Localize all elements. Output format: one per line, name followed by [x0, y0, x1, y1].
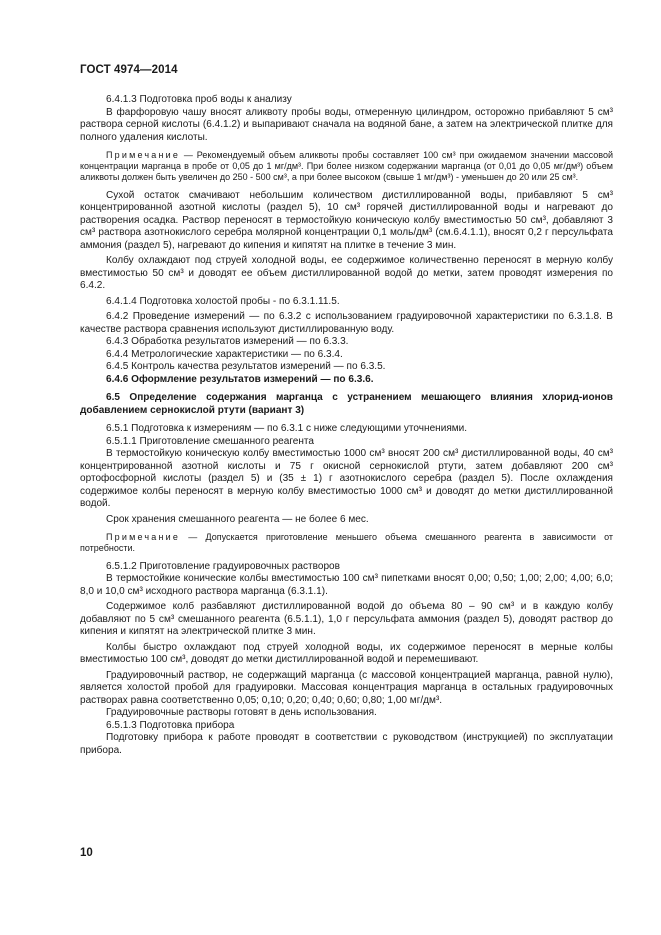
paragraph: В фарфоровую чашу вносят аликвоту пробы воды, отмеренную цилиндром, осторожно прибавляют 5 см³ раствора серной кислоты (6.4.1.2) и выпаривают сначала на водяной бане, а затем на электрической плитке для полного удаления кислоты.: [80, 106, 613, 143]
section-heading-6-5-1-3: 6.5.1.3 Подготовка прибора: [106, 719, 235, 731]
paragraph: Подготовку прибора к работе проводят в соответствии с руководством (инструкцией) по эксплуатации прибора.: [80, 732, 613, 756]
document-body: [80, 94, 613, 757]
section-heading-6-4-1-3: 6.4.1.3 Подготовка проб воды к анализу: [106, 94, 292, 105]
paragraph: Колбу охлаждают под струей холодной воды, ее содержимое количественно переносят в мерную колбу вместимостью 50 см³ и доводят ее объем дистиллированной водой до метки, затем проводят измерения по 6.4.2.: [80, 255, 613, 292]
paragraph: В термостойкие конические колбы вместимостью 100 см³ пипетками вносят 0,00; 0,50; 1,00; 2,00; 4,00; 6,0; 8,0 и 10,0 см³ исходного раствора марганца (6.3.1.1).: [80, 573, 613, 597]
section-heading-6-4-6: 6.4.6 Оформление результатов измерений — по 6.3.6.: [106, 373, 374, 385]
section-heading-6-4-4: 6.4.4 Метрологические характеристики — по 6.3.4.: [106, 348, 343, 360]
note-label: Примечание: [106, 532, 181, 543]
section-heading-6-5-1-1: 6.5.1.1 Приготовление смешанного реагента: [106, 435, 315, 447]
note: [80, 150, 613, 184]
note: [80, 532, 613, 554]
section-heading-6-4-3: 6.4.3 Обработка результатов измерений — по 6.3.3.: [106, 336, 349, 348]
paragraph: Градуировочные растворы готовят в день использования.: [106, 707, 377, 719]
note-label: Примечание: [106, 150, 181, 160]
note-text: — Допускается приготовление меньшего объема смешанного реагента в зависимости от потребности.: [80, 532, 613, 554]
document-header: ГОСТ 4974—2014: [80, 64, 178, 76]
section-heading-6-4-2: 6.4.2 Проведение измерений — по 6.3.2 с использованием градуировочной характеристики по 6.3.1.8. В качестве раствора сравнения используют дистиллированную воду.: [80, 311, 613, 335]
section-heading-6-4-1-4: 6.4.1.4 Подготовка холостой пробы - по 6.3.1.11.5.: [106, 295, 340, 307]
paragraph: Содержимое колб разбавляют дистиллированной водой до объема 80 – 90 см³ и в каждую колбу добавляют по 5 см³ смешанного реагента (6.5.1.1), 1,0 г персульфата аммония (раздел 5), доводят раствор до кипения и кипятят на электрической плитке 3 мин.: [80, 601, 613, 638]
paragraph: Колбы быстро охлаждают под струей холодной воды, их содержимое переносят в мерные колбы вместимостью 100 см³, доводят до метки дистиллированной водой и перемешивают.: [80, 641, 613, 666]
paragraph: Срок хранения смешанного реагента — не более 6 мес.: [106, 513, 369, 525]
section-heading-6-5-1: 6.5.1 Подготовка к измерениям — по 6.3.1 с ниже следующими уточнениями.: [106, 423, 468, 435]
section-heading-6-4-5: 6.4.5 Контроль качества результатов измерений — по 6.3.5.: [106, 361, 386, 373]
page-number: 10: [80, 847, 93, 859]
paragraph: Сухой остаток смачивают небольшим количеством дистиллированной воды, прибавляют 5 см³ концентрированной азотной кислоты (раздел 5), 10 см³ горячей дистиллированной воды и нагревают до растворения осадка. Раствор переносят в термостойкую коническую колбу вместимостью 50 см³, добавляют 3 см³ раствора азотнокислого серебра молярной концентрации 0,1 моль/дм³ (см.6.4.1.1), вносят 0,2 г персульфата аммония (раздел 5), нагревают до кипения и кипятят на плитке в течение 3 мин.: [80, 189, 613, 251]
section-heading-6-5-1-2: 6.5.1.2 Приготовление градуировочных растворов: [106, 560, 340, 572]
paragraph: Градуировочный раствор, не содержащий марганца (с массовой концентрацией марганца, равной нулю), является холостой пробой для градуировки. Массовая концентрация марганца в остальных градуировочных растворах равна соответственно 0,05; 0,10; 0,20; 0,40; 0,60; 0,80; 1,00 мг/дм³.: [80, 669, 613, 706]
section-heading-6-5: 6.5 Определение содержания марганца с устранением мешающего влияния хлорид-ионов добавлением сернокислой ртути (вариант 3): [80, 392, 613, 416]
paragraph: В термостойкую коническую колбу вместимостью 1000 см³ вносят 200 см³ дистиллированной воды, 40 см³ концентрированной азотной кислоты и 75 г окисной сернокислой ртути, затем добавляют 200 см³ ортофосфорной кислоты (раздел 5) и (35 ± 1) г азотнокислого серебра (раздел 5). После охлаждения содержимое колбы переносят в мерную колбу вместимостью 1000 см³ и доводят до метки дистиллированной водой.: [80, 448, 613, 510]
note-text: — Рекомендуемый объем аликвоты пробы составляет 100 см³ при ожидаемом значении массовой концентрации марганца в пробе от 0,05 до 1 мг/дм³. При более низком содержании марганца (от 0,01 до 0,05 мг/дм³) объем аликвоты должен быть увеличен до 250 - 500 см³, а при более высоком (свыше 1 мг/дм³) - уменьшен до 20 или 25 см³.: [80, 150, 613, 183]
